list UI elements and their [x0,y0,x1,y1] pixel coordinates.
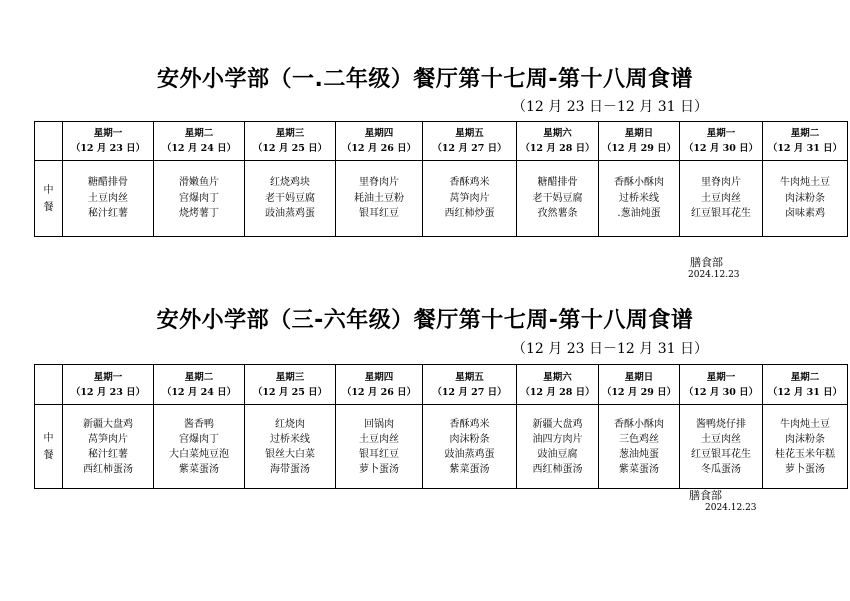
dish-item: 萝卜蛋汤 [785,463,825,475]
dish-item: 过桥米线 [270,433,310,445]
dish-cell [423,405,517,489]
dish-item: 回锅肉 [364,418,394,430]
day-header [423,122,517,161]
weekday-label: 星期五 [455,128,484,139]
day-header [423,365,517,405]
dish-item: 红豆银耳花生 [691,208,751,220]
dish-item: 肉沫粉条 [449,433,490,445]
dish-item: 红烧肉 [275,418,305,430]
dish-cell [517,161,599,237]
dish-item: 银耳红豆 [359,208,399,220]
date-label: （12 月 28 日） [520,386,595,398]
dish-item: 里脊肉片 [701,177,741,189]
date-label: （12 月 25 日） [252,143,328,154]
day-header [763,122,848,161]
dish-cell [763,405,848,489]
day-header [336,365,423,405]
dish-cell [245,405,336,489]
dish-item: 卤味素鸡 [785,208,825,220]
dish-item: 红烧鸡块 [270,177,310,189]
weekday-label: 星期二 [184,371,214,383]
dish-item: 糖醋排骨 [88,177,128,189]
date-range-grade-3-6: （12 月 23 日－12 月 31 日） [512,341,708,357]
day-header [63,122,154,161]
dish-cell [763,161,848,237]
weekday-label: 星期六 [543,128,572,139]
dish-cell [680,405,763,489]
meal-label [35,161,63,237]
weekday-label: 星期一 [706,371,736,383]
weekday-label: 星期四 [364,128,394,139]
dish-item: 孜然薯条 [537,208,578,220]
day-header [680,365,763,405]
menu-title-grade-1-2: 安外小学部（一.二年级）餐厅第十七周-第十八周食谱 [157,67,693,92]
dish-item: 秘汁红薯 [88,448,128,460]
dish-item: 牛肉炖土豆 [780,177,830,189]
dish-cell [63,161,154,237]
dish-cell [336,405,423,489]
day-header [245,365,336,405]
weekday-label: 星期五 [455,371,484,383]
dish-item: 紫菜蛋汤 [179,463,219,475]
dish-item: 香酥鸡米 [449,418,490,430]
date-label: （12 月 28 日） [520,143,595,154]
dish-item: 牛肉炖土豆 [780,418,830,430]
table-row [35,161,848,237]
sign-date: 2024.12.23 [688,270,740,280]
dish-item: 香酥小酥肉 [614,418,664,430]
date-label: （12 月 31 日） [767,386,843,398]
dish-cell [154,405,245,489]
corner-cell [35,122,63,161]
dish-cell [423,161,517,237]
date-label: （12 月 23 日） [70,143,146,154]
signer-label: 膳食部 [690,256,723,269]
dish-item: 宫爆肉丁 [179,433,219,445]
date-label: （12 月 29 日） [601,386,677,398]
dish-item: 香酥小酥肉 [614,177,664,189]
date-label: （12 月 25 日） [252,386,328,398]
dish-item: 滑嫩鱼片 [179,177,219,189]
meal-label [35,405,63,489]
weekday-label: 星期三 [275,128,305,139]
dish-item: 油四方肉片 [532,433,583,445]
date-label: （12 月 27 日） [432,386,507,398]
day-header [517,122,599,161]
weekday-label: 星期六 [543,371,572,383]
dish-item: 莴笋肉片 [88,433,128,445]
dish-item: 酱鸭烧仔排 [696,418,746,430]
dish-item: 萝卜蛋汤 [359,463,399,475]
dish-item: 豉油蒸鸡蛋 [444,448,495,460]
weekday-label: 星期一 [93,128,123,139]
meal-label-text: 中 餐 [43,184,54,213]
sign-date: 2024.12.23 [705,503,757,513]
date-label: （12 月 26 日） [341,386,417,398]
weekday-label: 星期三 [275,371,305,383]
day-header [517,365,599,405]
dish-cell [336,161,423,237]
dish-item: 肉沫粉条 [785,433,825,445]
dish-cell [517,405,599,489]
dish-item: 豉油蒸鸡蛋 [265,208,315,220]
dish-item: 海带蛋汤 [270,463,310,475]
table-header-row [35,122,848,161]
dish-item: 豉油豆腐 [537,448,578,460]
dish-item: 香酥鸡米 [449,177,490,189]
weekday-label: 星期日 [624,128,654,139]
day-header [763,365,848,405]
date-label: （12 月 30 日） [683,386,759,398]
dish-item: 土豆肉丝 [88,192,128,204]
day-header [336,122,423,161]
dish-item: 肉沫粉条 [785,192,825,204]
table-row [35,405,848,489]
dish-item: 土豆肉丝 [359,433,399,445]
dish-item: 红豆银耳花生 [691,448,751,460]
date-label: （12 月 24 日） [161,143,237,154]
day-header [245,122,336,161]
dish-item: 桂花玉米年糕 [775,448,835,460]
day-header [599,365,680,405]
dish-item: 土豆肉丝 [701,433,741,445]
dish-item: 西红柿蛋汤 [83,463,133,475]
dish-item: 土豆肉丝 [701,192,741,204]
dish-item: 冬瓜蛋汤 [701,463,741,475]
dish-item: 大白菜炖豆泡 [169,448,229,460]
date-label: （12 月 24 日） [161,386,237,398]
dish-item: 葱油炖蛋 [619,448,659,460]
dish-item: 新疆大盘鸡 [83,418,133,430]
dish-cell [245,161,336,237]
date-label: （12 月 31 日） [767,143,843,154]
weekday-label: 星期二 [790,128,820,139]
dish-item: 秘汁红薯 [88,208,128,220]
dish-item: 糖醋排骨 [537,177,578,189]
date-label: （12 月 30 日） [683,143,759,154]
dish-item: 紫菜蛋汤 [619,463,659,475]
dish-cell [599,405,680,489]
signer-label: 膳食部 [689,489,722,502]
dish-item: 烧烤薯丁 [179,208,219,220]
dish-item: 紫菜蛋汤 [449,463,490,475]
dish-item: 里脊肉片 [359,177,399,189]
dish-item: 宫爆肉丁 [179,192,219,204]
dish-cell [680,161,763,237]
dish-item: 过桥米线 [619,192,659,204]
weekday-label: 星期一 [93,371,123,383]
menu-table-grade-3-6 [34,364,848,489]
dish-item: 银丝大白菜 [265,448,315,460]
weekday-label: 星期二 [184,128,214,139]
day-header [154,122,245,161]
dish-item: 莴笋肉片 [449,192,490,204]
date-label: （12 月 29 日） [601,143,677,154]
weekday-label: 星期二 [790,371,820,383]
dish-item: 老干妈豆腐 [265,192,315,204]
dish-cell [154,161,245,237]
dish-item: 三色鸡丝 [619,433,659,445]
day-header [599,122,680,161]
table-header-row [35,365,848,405]
date-label: （12 月 23 日） [70,386,146,398]
day-header [63,365,154,405]
day-header [680,122,763,161]
weekday-label: 星期一 [706,128,736,139]
weekday-label: 星期四 [364,371,394,383]
dish-item: 西红柿炒蛋 [444,208,495,220]
dish-item: 老干妈豆腐 [532,192,583,204]
dish-item: 新疆大盘鸡 [532,418,583,430]
dish-item: 西红柿蛋汤 [532,463,583,475]
dish-item: 酱香鸭 [184,418,214,430]
meal-label-text: 中 餐 [43,432,54,461]
weekday-label: 星期日 [624,371,654,383]
menu-title-grade-3-6: 安外小学部（三-六年级）餐厅第十七周-第十八周食谱 [156,308,694,333]
corner-cell [35,365,63,405]
dish-item: 银耳红豆 [359,448,399,460]
dish-cell [599,161,680,237]
date-range-grade-1-2: （12 月 23 日－12 月 31 日） [512,99,708,115]
date-label: （12 月 26 日） [341,143,417,154]
dish-item: .葱油炖蛋 [617,208,661,220]
menu-table-grade-1-2 [34,121,848,237]
dish-item: 耗油土豆粉 [354,192,404,204]
dish-cell [63,405,154,489]
day-header [154,365,245,405]
date-label: （12 月 27 日） [432,143,507,154]
